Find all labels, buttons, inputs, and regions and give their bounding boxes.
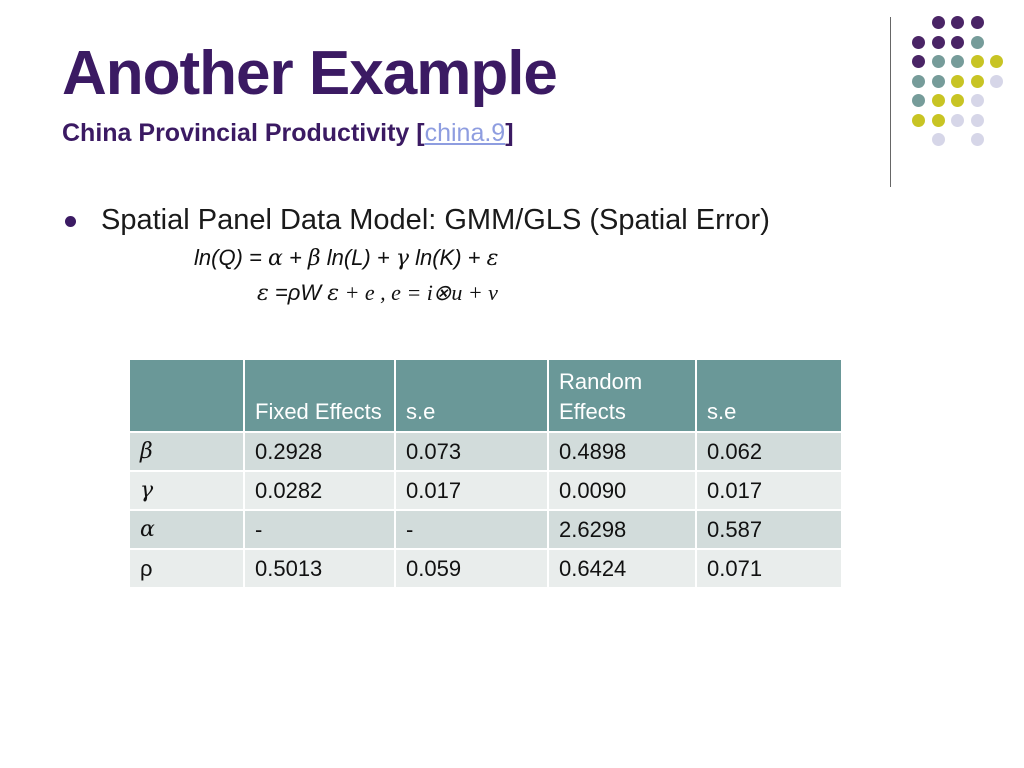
- eq1-epsilon: ε: [486, 246, 499, 271]
- bullet-text: Spatial Panel Data Model: GMM/GLS (Spatial Error): [101, 204, 770, 236]
- eq1-lnq: ln(Q) =: [194, 245, 268, 270]
- table-cell: 0.073: [395, 432, 548, 471]
- table-cell: 0.4898: [548, 432, 696, 471]
- header-cell: s.e: [395, 359, 548, 432]
- decorative-dot-lavender: [971, 133, 984, 146]
- decorative-dot-yellow: [951, 75, 964, 88]
- eq1-lnl: ln(L) +: [320, 245, 396, 270]
- slide-subtitle: [62, 117, 514, 149]
- subtitle-close-bracket: ]: [505, 119, 514, 147]
- table-row: [129, 510, 842, 549]
- table-cell: 0.5013: [244, 549, 395, 588]
- decorative-dot-lavender: [932, 133, 945, 146]
- header-cell: Random Effects: [548, 359, 696, 432]
- decorative-dot-yellow: [932, 94, 945, 107]
- table-header-row: [129, 359, 842, 432]
- decorative-dot-purple: [971, 16, 984, 29]
- decorative-dot-teal: [912, 75, 925, 88]
- decorative-dot-lavender: [971, 114, 984, 127]
- china-9-link[interactable]: china.9: [424, 119, 506, 147]
- row-label: β: [129, 432, 244, 471]
- decorative-dot-purple: [932, 36, 945, 49]
- decorative-dot-teal: [951, 55, 964, 68]
- equation-spatial-error: [257, 279, 498, 308]
- decorative-dot-yellow: [971, 75, 984, 88]
- eq1-beta: β: [307, 246, 321, 271]
- decorative-dot-lavender: [951, 114, 964, 127]
- decorative-dot-yellow: [971, 55, 984, 68]
- eq2-rho-w: =ρW: [268, 280, 328, 305]
- decorative-dot-yellow: [990, 55, 1003, 68]
- header-cell: Fixed Effects: [244, 359, 395, 432]
- equation-production: [194, 244, 498, 273]
- decorative-dot-yellow: [912, 114, 925, 127]
- table-row: [129, 549, 842, 588]
- table-cell: 0.062: [696, 432, 842, 471]
- decorative-dot-lavender: [971, 94, 984, 107]
- row-label: ρ: [129, 549, 244, 588]
- header-cell: s.e: [696, 359, 842, 432]
- decorative-dot-purple: [912, 55, 925, 68]
- table-cell: 0.017: [696, 471, 842, 510]
- bullet-icon: [65, 216, 76, 227]
- eq1-gamma: γ: [395, 246, 409, 271]
- decorative-dot-teal: [971, 36, 984, 49]
- eq2-rest: + e , e = i⊗u + v: [339, 280, 498, 305]
- eq2-epsilon-2: ε: [327, 281, 340, 306]
- decorative-dot-lavender: [990, 75, 1003, 88]
- table-cell: 0.6424: [548, 549, 696, 588]
- table-cell: 0.017: [395, 471, 548, 510]
- table-cell: 0.071: [696, 549, 842, 588]
- decorative-dot-purple: [951, 16, 964, 29]
- decorative-dot-teal: [932, 55, 945, 68]
- title-divider: [890, 17, 891, 187]
- eq1-lnk: ln(K) +: [408, 245, 487, 270]
- table-cell: 2.6298: [548, 510, 696, 549]
- decorative-dot-teal: [932, 75, 945, 88]
- table-row: [129, 471, 842, 510]
- eq2-epsilon: ε: [257, 281, 269, 306]
- table-cell: -: [395, 510, 548, 549]
- eq1-alpha: α: [267, 246, 283, 271]
- table-cell: 0.2928: [244, 432, 395, 471]
- table-cell: 0.059: [395, 549, 548, 588]
- row-label: γ: [129, 471, 244, 510]
- slide-title: Another Example: [62, 39, 557, 108]
- table-cell: -: [244, 510, 395, 549]
- decorative-dot-purple: [932, 16, 945, 29]
- table-cell: 0.0282: [244, 471, 395, 510]
- decorative-dot-purple: [951, 36, 964, 49]
- results-table: [128, 358, 843, 589]
- decorative-dot-teal: [912, 94, 925, 107]
- decorative-dot-yellow: [932, 114, 945, 127]
- table-cell: 0.0090: [548, 471, 696, 510]
- table-row: [129, 432, 842, 471]
- eq1-plus: +: [282, 245, 308, 270]
- header-cell: [129, 359, 244, 432]
- row-label: α: [129, 510, 244, 549]
- table-cell: 0.587: [696, 510, 842, 549]
- decorative-dot-yellow: [951, 94, 964, 107]
- decorative-dot-purple: [912, 36, 925, 49]
- subtitle-text: China Provincial Productivity: [62, 119, 417, 147]
- subtitle-open-bracket: [: [416, 119, 425, 147]
